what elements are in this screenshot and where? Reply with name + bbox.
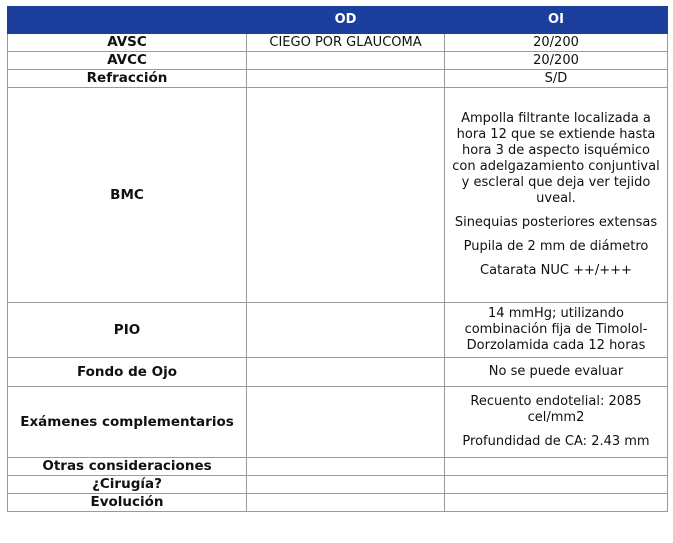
oi-cell xyxy=(445,458,668,476)
bmc-finding: Catarata NUC ++/+++ xyxy=(480,263,632,278)
row-label: AVSC xyxy=(8,34,247,52)
row-fondo-de-ojo xyxy=(8,358,668,387)
od-cell xyxy=(247,52,445,70)
row-avcc xyxy=(8,52,668,70)
row-label: ¿Cirugía? xyxy=(8,476,247,494)
row-avsc xyxy=(8,34,668,52)
oi-cell xyxy=(445,476,668,494)
row-label: Fondo de Ojo xyxy=(8,358,247,387)
oi-cell: 20/200 xyxy=(445,34,668,52)
od-cell: CIEGO POR GLAUCOMA xyxy=(247,34,445,52)
exam-result: Recuento endotelial: 2085 cel/mm2 xyxy=(470,394,642,425)
row-evolucion xyxy=(8,494,668,512)
row-refraccion xyxy=(8,70,668,88)
bmc-finding: Pupila de 2 mm de diámetro xyxy=(463,239,649,254)
header-oi: OI xyxy=(445,7,668,34)
oi-cell xyxy=(445,494,668,512)
header-blank-cell xyxy=(8,7,247,34)
od-cell xyxy=(247,458,445,476)
header-row xyxy=(8,7,668,34)
od-cell xyxy=(247,70,445,88)
row-label: Otras consideraciones xyxy=(8,458,247,476)
od-cell xyxy=(247,358,445,387)
row-bmc xyxy=(8,88,668,303)
row-pio xyxy=(8,303,668,358)
row-label: AVCC xyxy=(8,52,247,70)
od-cell xyxy=(247,476,445,494)
row-cirugia xyxy=(8,476,668,494)
row-label: Evolución xyxy=(8,494,247,512)
row-otras-consideraciones xyxy=(8,458,668,476)
ophthalmology-findings-table xyxy=(7,6,668,512)
oi-cell xyxy=(445,88,668,303)
exam-result: Profundidad de CA: 2.43 mm xyxy=(462,434,650,449)
bmc-finding: Sinequias posteriores extensas xyxy=(454,215,658,230)
oi-cell: 14 mmHg; utilizando combinación fija de Timolol-Dorzolamida cada 12 horas xyxy=(445,303,668,358)
row-label: BMC xyxy=(8,88,247,303)
row-label: Refracción xyxy=(8,70,247,88)
od-cell xyxy=(247,88,445,303)
od-cell xyxy=(247,387,445,458)
row-examenes xyxy=(8,387,668,458)
bmc-finding: Ampolla filtrante localizada a hora 12 que se extiende hasta hora 3 de aspecto isquémico con adelgazamiento conjuntival y escleral que deja ver tejido uveal. xyxy=(452,111,660,206)
oi-cell: S/D xyxy=(445,70,668,88)
row-label: PIO xyxy=(8,303,247,358)
oi-cell xyxy=(445,387,668,458)
oi-cell: 20/200 xyxy=(445,52,668,70)
header-od: OD xyxy=(247,7,445,34)
oi-cell: No se puede evaluar xyxy=(445,358,668,387)
row-label: Exámenes complementarios xyxy=(8,387,247,458)
od-cell xyxy=(247,303,445,358)
od-cell xyxy=(247,494,445,512)
